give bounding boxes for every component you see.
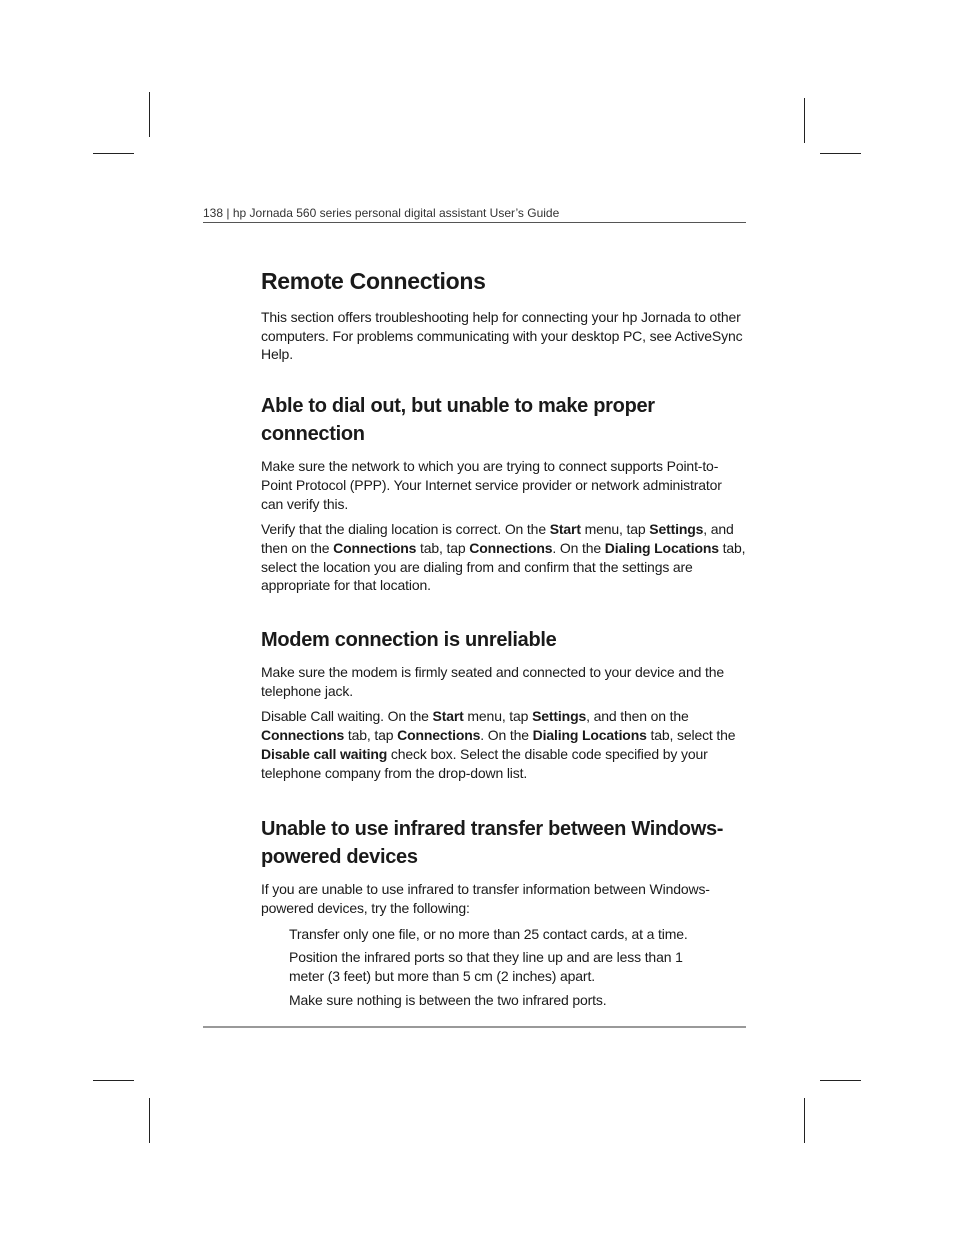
ui-term-dialing-locations: Dialing Locations (604, 539, 719, 556)
dial-paragraph-1: Make sure the network to which you are trying to connect supports Point-to-Point Protocol (PPP). Your Internet service provider or network administrator can verify this. (261, 458, 722, 512)
header-title: hp Jornada 560 series personal digital assistant User’s Guide (232, 206, 560, 220)
ui-term-dialing-locations: Dialing Locations (532, 727, 647, 744)
list-item: Make sure nothing is between the two infrared ports. (289, 991, 607, 1008)
crop-mark (820, 153, 861, 154)
infrared-paragraph-1: If you are unable to use infrared to transfer information between Windows-powered devices, try the following: (261, 881, 710, 916)
crop-mark (804, 98, 805, 143)
footer-rule (203, 1026, 746, 1028)
crop-mark (820, 1080, 861, 1081)
infrared-tips-list (261, 925, 747, 1010)
crop-mark (93, 1080, 134, 1081)
modem-paragraph-2: Disable Call waiting. On the Start menu, tap Settings, and then on the Connections tab, tap Connections. On the Dialing Locations tab, select the Disable call waiting check box. Select the disable code specified by your telephone company from the drop-down list. (261, 708, 736, 781)
header-rule (203, 222, 746, 223)
modem-paragraph-1: Make sure the modem is firmly seated and connected to your device and the telephone jack. (261, 664, 724, 699)
ui-term-start: Start (549, 521, 581, 538)
section-title: Remote Connections (261, 268, 486, 294)
ui-term-disable-call-waiting: Disable call waiting (261, 745, 388, 762)
ui-term-connections: Connections (397, 727, 481, 744)
heading-dial-out: Able to dial out, but unable to make proper connection (261, 395, 655, 446)
page-body (261, 266, 747, 1014)
dial-paragraph-2: Verify that the dialing location is correct. On the Start menu, tap Settings, and then on the Connections tab, tap Connections. On the Dialing Locations tab, select the location you are dialing from and confirm that the settings are appropriate for that location. (261, 521, 746, 594)
crop-mark (93, 153, 134, 154)
ui-term-settings: Settings (532, 708, 587, 725)
list-item: Position the infrared ports so that they line up and are less than 1 meter (3 feet) but more than 5 cm (2 inches) apart. (289, 949, 683, 985)
crop-mark (804, 1098, 805, 1143)
heading-infrared: Unable to use infrared transfer between Windows-powered devices (261, 818, 724, 869)
list-item: Transfer only one file, or no more than 25 contact cards, at a time. (289, 925, 688, 942)
page-number: 138 (203, 206, 224, 220)
ui-term-connections-tab: Connections (333, 539, 417, 556)
section-intro: This section offers troubleshooting help for connecting your hp Jornada to other computers. For problems communicating with your desktop PC, see ActiveSync Help. (261, 309, 743, 363)
ui-term-connections: Connections (469, 539, 553, 556)
header-separator: | (226, 206, 230, 220)
crop-mark (149, 92, 150, 137)
ui-term-connections-tab: Connections (261, 727, 345, 744)
heading-modem: Modem connection is unreliable (261, 629, 557, 652)
ui-term-settings: Settings (649, 521, 704, 538)
crop-mark (149, 1098, 150, 1143)
running-header (203, 206, 746, 221)
ui-term-start: Start (432, 708, 464, 725)
